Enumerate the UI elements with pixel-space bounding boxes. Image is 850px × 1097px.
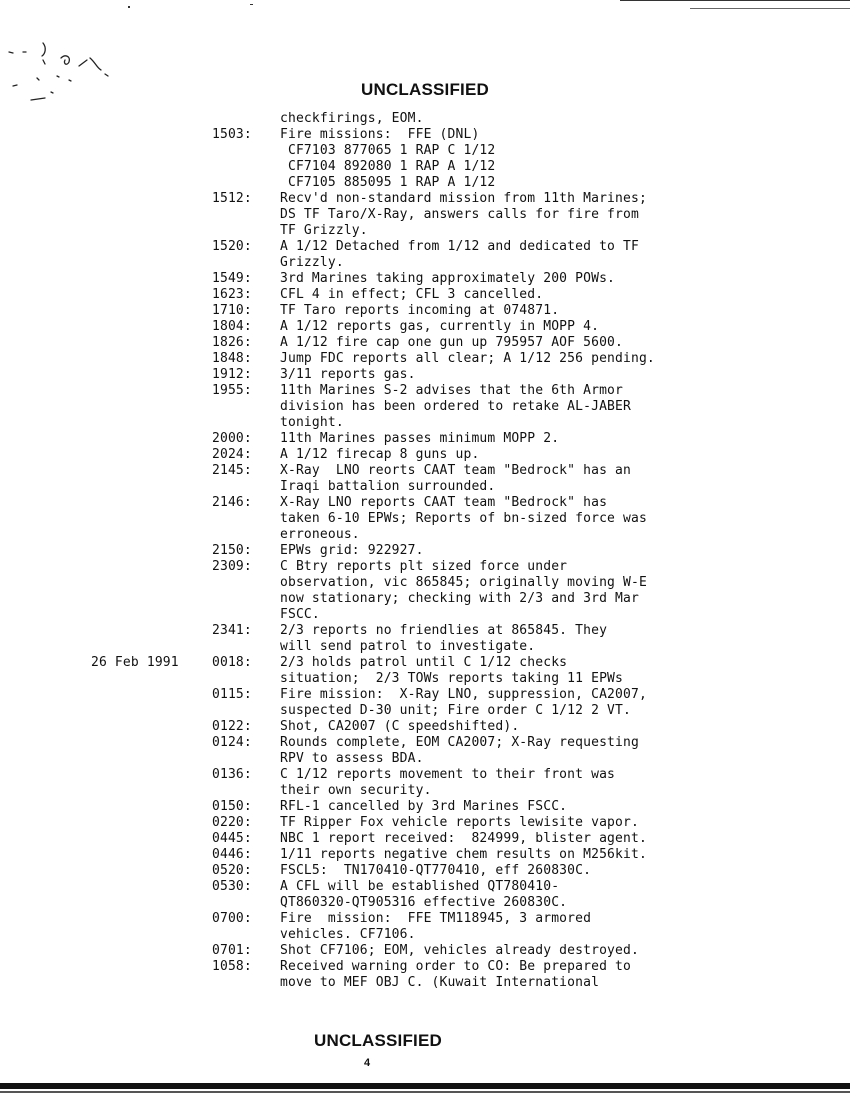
entry-time: 1804: — [212, 319, 252, 334]
entry-text-line: move to MEF OBJ C. (Kuwait International — [280, 975, 600, 990]
entry-text-line: FSCC. — [280, 607, 320, 622]
entry-text — [280, 623, 800, 655]
log-entry — [0, 111, 850, 127]
log-entry — [0, 847, 850, 863]
top-edge-rule — [620, 0, 850, 1]
entry-text-line: A 1/12 firecap 8 guns up. — [280, 447, 480, 462]
entry-text-line: Rounds complete, EOM CA2007; X-Ray requesting — [280, 735, 639, 750]
entry-text-line: RFL-1 cancelled by 3rd Marines FSCC. — [280, 799, 568, 814]
entry-text — [280, 383, 800, 431]
top-edge-rule-secondary — [690, 8, 850, 9]
chronological-log — [0, 111, 850, 991]
entry-text — [280, 335, 800, 351]
entry-text-line: 2/3 reports no friendlies at 865845. They — [280, 623, 608, 638]
entry-time: 2146: — [212, 495, 252, 510]
entry-time: 0520: — [212, 863, 252, 878]
log-entry — [0, 655, 850, 687]
log-entry — [0, 431, 850, 447]
entry-time: 2000: — [212, 431, 252, 446]
log-entry — [0, 447, 850, 463]
entry-text — [280, 847, 800, 863]
entry-text-line: 11th Marines S-2 advises that the 6th Armor — [280, 383, 623, 398]
page-number: 4 — [363, 1057, 371, 1069]
entry-time: 0136: — [212, 767, 252, 782]
entry-text-line: 3/11 reports gas. — [280, 367, 416, 382]
entry-text-line: CF7104 892080 1 RAP A 1/12 — [280, 159, 496, 174]
entry-time: 1955: — [212, 383, 252, 398]
entry-time: 1848: — [212, 351, 252, 366]
entry-text-line: EPWs grid: 922927. — [280, 543, 424, 558]
entry-text-line: Recv'd non-standard mission from 11th Marines; — [280, 191, 647, 206]
entry-text — [280, 431, 800, 447]
log-entry — [0, 799, 850, 815]
entry-text — [280, 271, 800, 287]
entry-time: 2145: — [212, 463, 252, 478]
entry-text-line: their own security. — [280, 783, 432, 798]
log-entry — [0, 287, 850, 303]
log-entry — [0, 335, 850, 351]
classification-footer: UNCLASSIFIED — [313, 1031, 443, 1050]
entry-text — [280, 687, 800, 719]
bottom-scan-edge-secondary — [0, 1091, 850, 1093]
entry-text-line: Shot CF7106; EOM, vehicles already destroyed. — [280, 943, 639, 958]
log-entry — [0, 271, 850, 287]
log-entry — [0, 943, 850, 959]
entry-text-line: NBC 1 report received: 824999, blister agent. — [280, 831, 647, 846]
entry-time: 1623: — [212, 287, 252, 302]
entry-text-line: TF Ripper Fox vehicle reports lewisite vapor. — [280, 815, 639, 830]
entry-time: 0115: — [212, 687, 252, 702]
entry-text — [280, 959, 800, 991]
log-entry — [0, 559, 850, 623]
entry-time: 0700: — [212, 911, 252, 926]
log-entry — [0, 319, 850, 335]
entry-time: 1826: — [212, 335, 252, 350]
entry-text-line: TF Taro reports incoming at 074871. — [280, 303, 560, 318]
entry-text-line: situation; 2/3 TOWs reports taking 11 EPWs — [280, 671, 623, 686]
entry-text-line: division has been ordered to retake AL-JABER — [280, 399, 631, 414]
entry-text-line: Grizzly. — [280, 255, 344, 270]
entry-text-line: 3rd Marines taking approximately 200 POWs. — [280, 271, 616, 286]
log-entry — [0, 495, 850, 543]
entry-text — [280, 287, 800, 303]
entry-time: 1512: — [212, 191, 252, 206]
entry-text — [280, 351, 800, 367]
entry-text — [280, 911, 800, 943]
entry-text — [280, 239, 800, 271]
log-entry — [0, 543, 850, 559]
entry-text-line: Received warning order to CO: Be prepared to — [280, 959, 631, 974]
entry-time: 0530: — [212, 879, 252, 894]
entry-date: 26 Feb 1991 — [91, 655, 179, 670]
entry-text — [280, 879, 800, 911]
entry-text — [280, 863, 800, 879]
entry-text — [280, 111, 800, 127]
entry-text — [280, 767, 800, 799]
entry-text — [280, 815, 800, 831]
entry-text — [280, 735, 800, 767]
entry-time: 2150: — [212, 543, 252, 558]
entry-text-line: C Btry reports plt sized force under — [280, 559, 568, 574]
entry-text-line: CF7105 885095 1 RAP A 1/12 — [280, 175, 496, 190]
entry-text — [280, 367, 800, 383]
entry-time: 1710: — [212, 303, 252, 318]
log-entry — [0, 687, 850, 719]
log-entry — [0, 959, 850, 991]
log-entry — [0, 351, 850, 367]
entry-time: 1549: — [212, 271, 252, 286]
entry-time: 1058: — [212, 959, 252, 974]
log-entry — [0, 735, 850, 767]
entry-text — [280, 127, 800, 191]
entry-time: 0122: — [212, 719, 252, 734]
entry-text-line: A 1/12 reports gas, currently in MOPP 4. — [280, 319, 600, 334]
entry-text-line: tonight. — [280, 415, 344, 430]
entry-text-line: suspected D-30 unit; Fire order C 1/12 2 VT. — [280, 703, 631, 718]
log-entry — [0, 879, 850, 911]
scan-speck — [128, 6, 130, 8]
entry-text — [280, 719, 800, 735]
entry-time: 2309: — [212, 559, 252, 574]
entry-time: 0220: — [212, 815, 252, 830]
entry-text-line: vehicles. CF7106. — [280, 927, 416, 942]
entry-text-line: 2/3 holds patrol until C 1/12 checks — [280, 655, 568, 670]
entry-text-line: erroneous. — [280, 527, 360, 542]
log-entry — [0, 191, 850, 239]
log-entry — [0, 815, 850, 831]
entry-text — [280, 799, 800, 815]
entry-text-line: now stationary; checking with 2/3 and 3rd Mar — [280, 591, 639, 606]
log-entry — [0, 831, 850, 847]
entry-text-line: CFL 4 in effect; CFL 3 cancelled. — [280, 287, 544, 302]
entry-text-line: FSCL5: TN170410-QT770410, eff 260830C. — [280, 863, 592, 878]
entry-text — [280, 543, 800, 559]
entry-time: 0018: — [212, 655, 252, 670]
entry-text — [280, 655, 800, 687]
entry-text-line: RPV to assess BDA. — [280, 751, 424, 766]
entry-text-line: 11th Marines passes minimum MOPP 2. — [280, 431, 560, 446]
entry-text — [280, 191, 800, 239]
log-entry — [0, 623, 850, 655]
log-entry — [0, 463, 850, 495]
entry-text-line: Jump FDC reports all clear; A 1/12 256 pending. — [280, 351, 655, 366]
entry-text-line: C 1/12 reports movement to their front was — [280, 767, 616, 782]
entry-time: 1503: — [212, 127, 252, 142]
entry-text-line: Fire mission: FFE TM118945, 3 armored — [280, 911, 592, 926]
entry-time: 0445: — [212, 831, 252, 846]
entry-time: 0446: — [212, 847, 252, 862]
entry-text — [280, 559, 800, 623]
bottom-scan-edge — [0, 1083, 850, 1089]
entry-time: 1520: — [212, 239, 252, 254]
entry-time: 2341: — [212, 623, 252, 638]
entry-text — [280, 303, 800, 319]
entry-text-line: taken 6-10 EPWs; Reports of bn-sized force was — [280, 511, 647, 526]
entry-text-line: A 1/12 Detached from 1/12 and dedicated to TF — [280, 239, 639, 254]
log-entry — [0, 383, 850, 431]
entry-time: 2024: — [212, 447, 252, 462]
entry-text-line: Iraqi battalion surrounded. — [280, 479, 496, 494]
entry-text-line: X-Ray LNO reorts CAAT team "Bedrock" has an — [280, 463, 631, 478]
entry-text-line: CF7103 877065 1 RAP C 1/12 — [280, 143, 496, 158]
entry-text — [280, 447, 800, 463]
log-entry — [0, 911, 850, 943]
entry-time: 1912: — [212, 367, 252, 382]
entry-text — [280, 463, 800, 495]
entry-text-line: DS TF Taro/X-Ray, answers calls for fire from — [280, 207, 639, 222]
log-entry — [0, 239, 850, 271]
entry-text — [280, 495, 800, 543]
log-entry — [0, 303, 850, 319]
entry-time: 0701: — [212, 943, 252, 958]
entry-text — [280, 319, 800, 335]
entry-text-line: checkfirings, EOM. — [280, 111, 424, 126]
classification-header: UNCLASSIFIED — [360, 80, 490, 99]
entry-time: 0150: — [212, 799, 252, 814]
log-entry — [0, 767, 850, 799]
log-entry — [0, 127, 850, 191]
entry-text-line: A 1/12 fire cap one gun up 795957 AOF 5600. — [280, 335, 623, 350]
log-entry — [0, 367, 850, 383]
log-entry — [0, 719, 850, 735]
log-entry — [0, 863, 850, 879]
entry-text-line: Shot, CA2007 (C speedshifted). — [280, 719, 520, 734]
entry-text-line: TF Grizzly. — [280, 223, 368, 238]
entry-text-line: X-Ray LNO reports CAAT team "Bedrock" has — [280, 495, 608, 510]
entry-text-line: 1/11 reports negative chem results on M256kit. — [280, 847, 647, 862]
entry-text — [280, 943, 800, 959]
entry-text-line: observation, vic 865845; originally moving W-E — [280, 575, 647, 590]
entry-text-line: QT860320-QT905316 effective 260830C. — [280, 895, 568, 910]
scan-speck — [250, 4, 253, 5]
entry-text-line: Fire missions: FFE (DNL) — [280, 127, 480, 142]
entry-time: 0124: — [212, 735, 252, 750]
entry-text — [280, 831, 800, 847]
entry-text-line: will send patrol to investigate. — [280, 639, 536, 654]
entry-text-line: Fire mission: X-Ray LNO, suppression, CA2007, — [280, 687, 647, 702]
entry-text-line: A CFL will be established QT780410- — [280, 879, 560, 894]
